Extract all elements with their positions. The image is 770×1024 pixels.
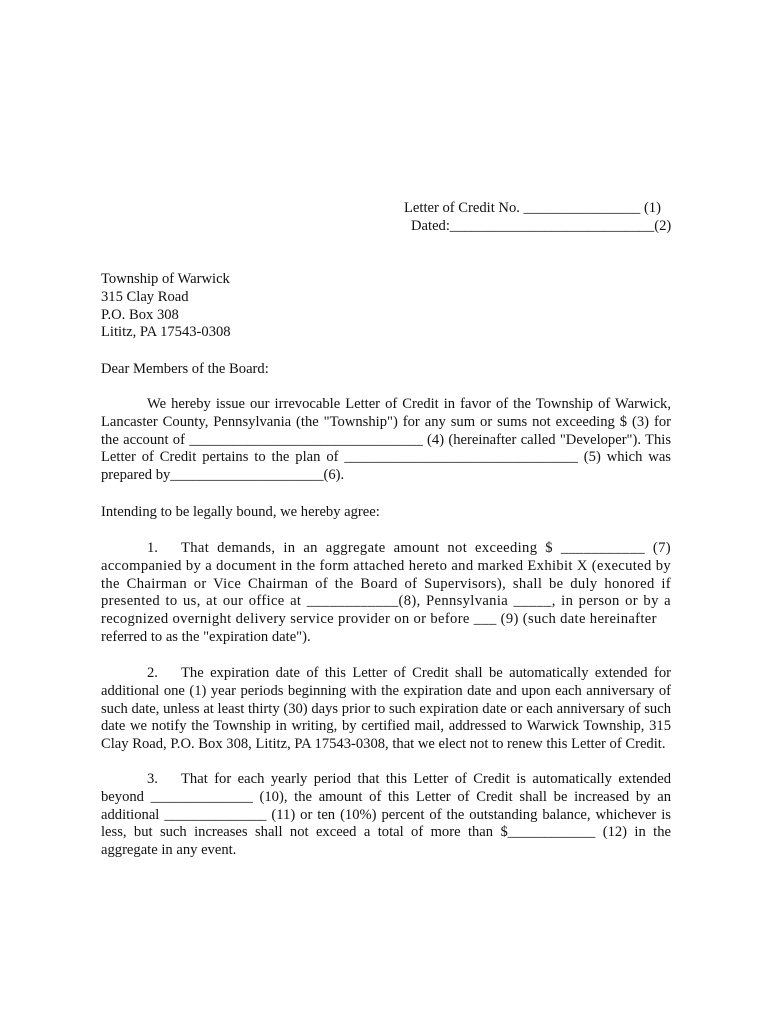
clause-1 [101,540,671,647]
recipient-address [101,271,671,342]
letter-reference-block [404,200,684,236]
letter-of-credit-number: Letter of Credit No. ________________ (1) [404,200,661,216]
clause-number: 1. [147,540,158,556]
address-line: Lititz, PA 17543-0308 [101,324,231,341]
address-line: Township of Warwick [101,271,230,287]
clause-text-continued: referred to as the "expiration date"). [101,628,311,645]
letter-date: Dated:____________________________(2) [411,217,672,234]
clause-text: That for each yearly period that this Letter of Credit is automatically extended beyond ______________ (10), the amount of this Letter of Credit shall be increased by an additional ______________ (11) or ten (10%) percent of the outstanding balance, whichever is less, but such increases shall not exceed a total of more than $____________ (12) in the aggregate in any event. [101,771,671,859]
clause-text: The expiration date of this Letter of Credit shall be automatically extended for additional one (1) year periods beginning with the expiration date and upon each anniversary of such date, unless at least thirty (30) days prior to such expiration date or each anniversary of such date we notify the Township in writing, by certified mail, addressed to Warwick Township, 315 Clay Road, P.O. Box 308, Lititz, PA 17543-0308, that we elect not to renew this Letter of Credit. [101,665,671,753]
agreement-intro: Intending to be legally bound, we hereby agree: [101,504,380,520]
clause-3 [101,771,671,860]
address-line: 315 Clay Road [101,288,189,305]
clause-text: That demands, in an aggregate amount not exceeding $ ___________ (7) accompanied by a document in the form attached hereto and marked Exhibit X (executed by the Chairman or Vice Chairman of the Board of Supervisors), shall be duly honored if presented to us, at our office at ____________(8), Pennsylvania _____, in person or by a recognized overnight delivery service provider on or before ___ (9) (such date hereinafter [101,540,671,628]
opening-paragraph: We hereby issue our irrevocable Letter of Credit in favor of the Township of Warwick, Lancaster County, Pennsylvania (the "Township") for any sum or sums not exceeding $ (3) for the account of ________________________________ (4) (hereinafter called "Developer"). This Letter of Credit pertains to the plan of ________________________________ (5) which was prepared by_____________________(6). [101,396,671,484]
clause-number: 3. [147,771,158,787]
clause-number: 2. [147,665,158,681]
salutation: Dear Members of the Board: [101,361,269,377]
clause-2 [101,665,671,754]
address-line: P.O. Box 308 [101,306,179,323]
